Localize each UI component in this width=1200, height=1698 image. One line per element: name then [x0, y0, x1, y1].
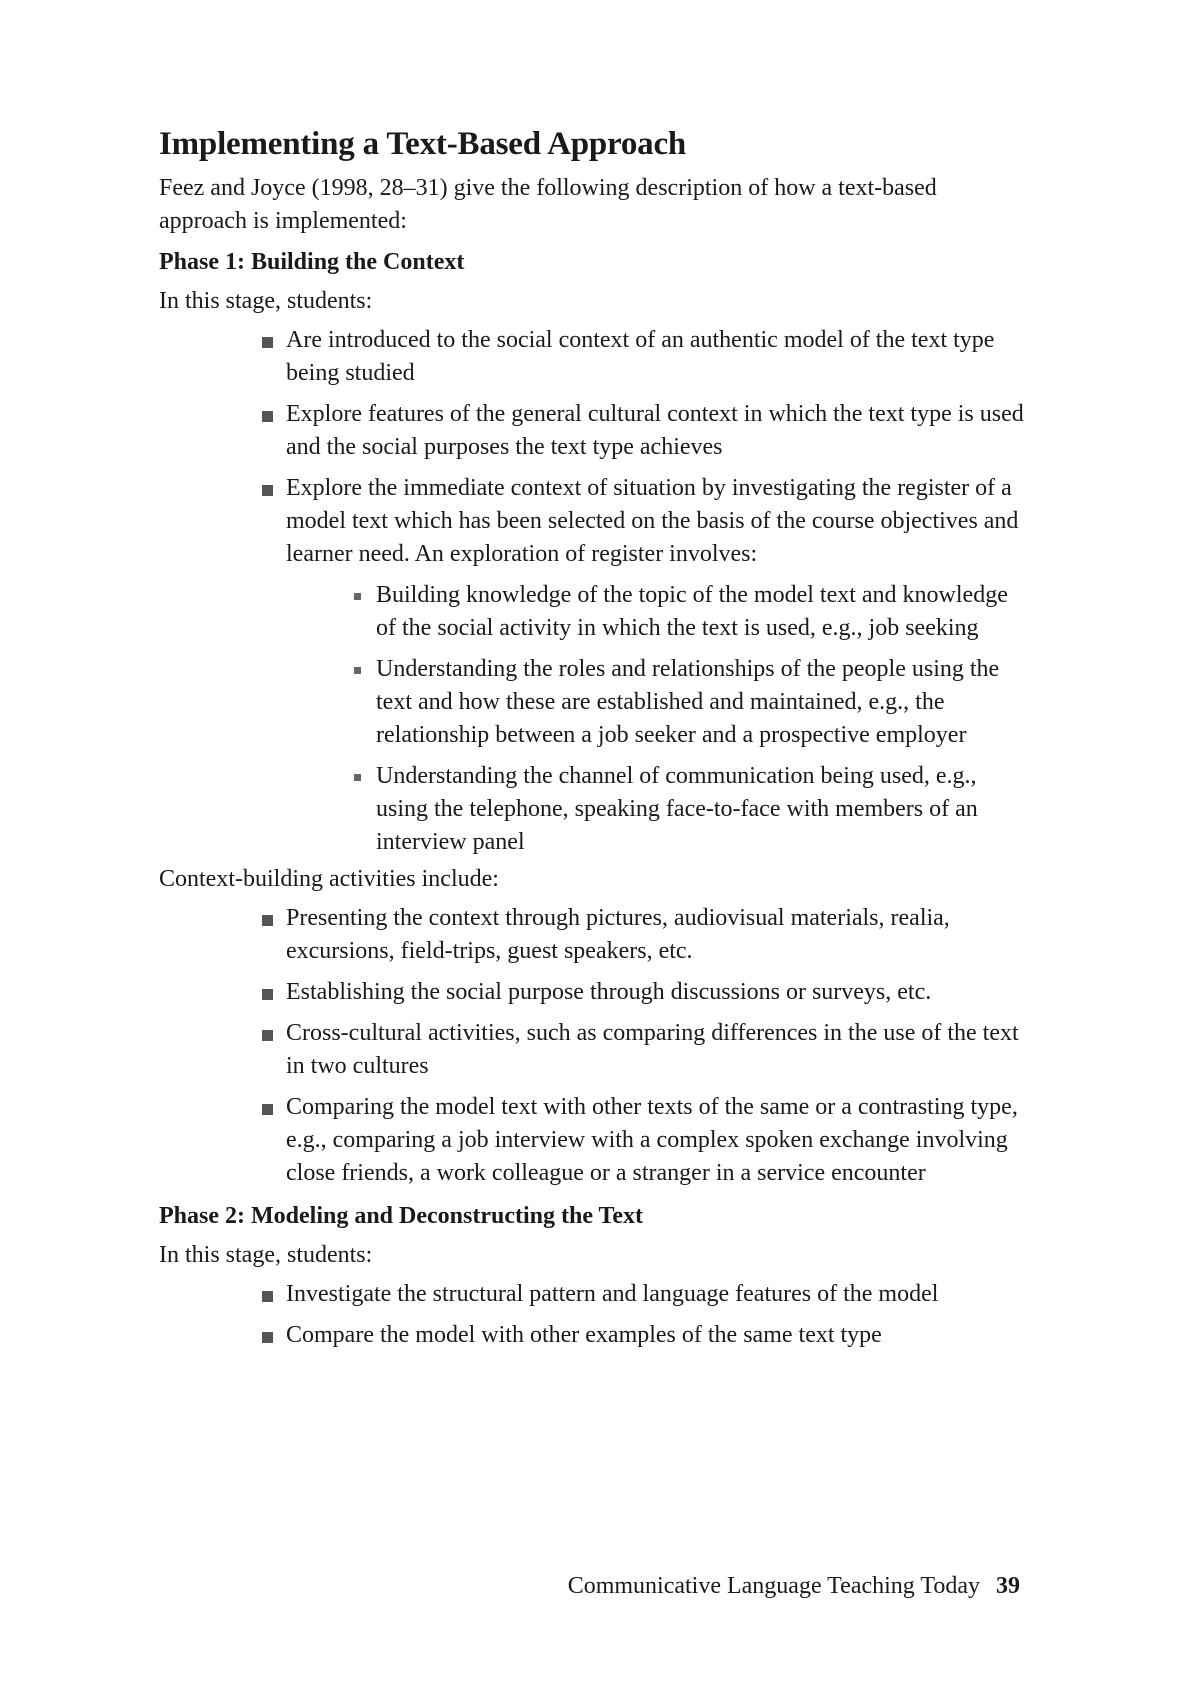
list-item-text: Investigate the structural pattern and language features of the model [286, 1281, 939, 1307]
register-sublist [352, 579, 1025, 859]
small-square-bullet-icon [354, 593, 361, 600]
intro-paragraph: Feez and Joyce (1998, 28–31) give the following description of how a text-based approach is implemented: [159, 175, 937, 234]
sub-list-item-text: Understanding the channel of communication being used, e.g., using the telephone, speaking face-to-face with members of an interview panel [376, 763, 978, 855]
sub-list-item [352, 653, 1025, 752]
square-bullet-icon [262, 989, 273, 1000]
list-item [260, 398, 1025, 464]
list-item-text: Cross-cultural activities, such as comparing differences in the use of the text in two cultures [286, 1020, 1019, 1079]
square-bullet-icon [262, 1104, 273, 1115]
square-bullet-icon [262, 337, 273, 348]
list-item-text: Explore the immediate context of situation by investigating the register of a model text which has been selected on the basis of the course objectives and learner need. An exploration of register involves: [286, 475, 1019, 567]
phase-1-heading: Phase 1: Building the Context [159, 249, 465, 275]
page-number: 39 [996, 1573, 1020, 1599]
sub-list-item [352, 760, 1025, 859]
sub-list-item [352, 579, 1025, 645]
list-item-text: Presenting the context through pictures, audiovisual materials, realia, excursions, field-trips, guest speakers, etc. [286, 905, 950, 964]
list-item-text: Compare the model with other examples of the same text type [286, 1322, 882, 1348]
list-item-text: Comparing the model text with other texts of the same or a contrasting type, e.g., comparing a job interview with a complex spoken exchange involving close friends, a work colleague or a stranger in a service encounter [286, 1094, 1018, 1186]
list-item-text: Establishing the social purpose through discussions or surveys, etc. [286, 979, 932, 1005]
square-bullet-icon [262, 1291, 273, 1302]
list-item [260, 1278, 1025, 1311]
square-bullet-icon [262, 915, 273, 926]
page-footer [490, 1570, 1020, 1603]
phase-1-list [260, 324, 1025, 859]
list-item [260, 976, 1025, 1009]
list-item [260, 324, 1025, 390]
list-item [260, 902, 1025, 968]
sub-list-item-text: Understanding the roles and relationships of the people using the text and how these are established and maintained, e.g., the relationship between a job seeker and a prospective employer [376, 656, 1000, 748]
list-item [260, 1091, 1025, 1190]
activities-list [260, 902, 1025, 1190]
square-bullet-icon [262, 485, 273, 496]
square-bullet-icon [262, 411, 273, 422]
list-item [260, 472, 1025, 859]
phase-2-heading: Phase 2: Modeling and Deconstructing the Text [159, 1203, 644, 1229]
sub-list-item-text: Building knowledge of the topic of the model text and knowledge of the social activity in which the text is used, e.g., job seeking [376, 582, 1008, 641]
page-content [159, 124, 1025, 1358]
phase-2-list [260, 1278, 1025, 1352]
list-item [260, 1319, 1025, 1352]
section-heading: Implementing a Text-Based Approach [159, 126, 687, 162]
list-item [260, 1017, 1025, 1083]
square-bullet-icon [262, 1030, 273, 1041]
list-item-text: Are introduced to the social context of an authentic model of the text type being studied [286, 327, 995, 386]
list-item-text: Explore features of the general cultural context in which the text type is used and the social purposes the text type achieves [286, 401, 1024, 460]
phase-1-lead: In this stage, students: [159, 288, 373, 314]
phase-2-lead: In this stage, students: [159, 1242, 373, 1268]
square-bullet-icon [262, 1332, 273, 1343]
small-square-bullet-icon [354, 667, 361, 674]
running-footer-title: Communicative Language Teaching Today [567, 1573, 980, 1599]
activities-lead: Context-building activities include: [159, 866, 499, 892]
small-square-bullet-icon [354, 774, 361, 781]
